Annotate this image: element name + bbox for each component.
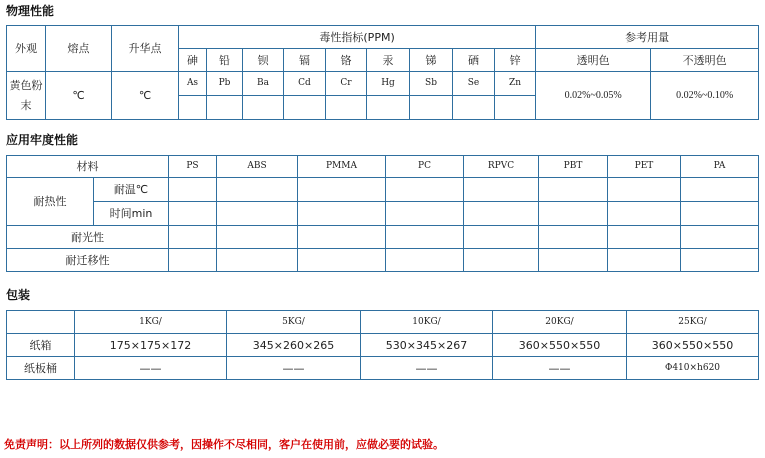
element-cn: 砷 <box>179 49 207 72</box>
appearance-value: 黄色粉末 <box>7 72 46 120</box>
physical-properties-title: 物理性能 <box>6 4 55 18</box>
element-cn: 汞 <box>367 49 410 72</box>
temperature-label: 耐温℃ <box>94 178 169 202</box>
value-cell <box>386 178 464 202</box>
element-symbol: Se <box>453 72 495 96</box>
package-weight: 10KG/ <box>361 311 493 334</box>
value-cell <box>464 249 539 272</box>
value-cell <box>681 226 759 249</box>
drum-label: 纸板桶 <box>7 357 75 380</box>
element-symbol: Cr <box>326 72 367 96</box>
element-cn: 钡 <box>243 49 284 72</box>
toxicity-value-cell <box>284 96 326 120</box>
element-symbol: Sb <box>410 72 453 96</box>
material-name: PET <box>608 156 681 178</box>
element-cn: 锑 <box>410 49 453 72</box>
value-cell <box>217 178 298 202</box>
element-symbol: Pb <box>207 72 243 96</box>
package-weight: 25KG/ <box>627 311 759 334</box>
value-cell <box>298 226 386 249</box>
value-cell <box>681 202 759 226</box>
material-name: ABS <box>217 156 298 178</box>
package-weight: 5KG/ <box>227 311 361 334</box>
carton-size: 345×260×265 <box>227 334 361 357</box>
element-cn: 镉 <box>284 49 326 72</box>
value-cell <box>386 202 464 226</box>
appearance-header: 外观 <box>7 26 46 72</box>
toxicity-value-cell <box>453 96 495 120</box>
value-cell <box>608 202 681 226</box>
disclaimer-text: 免责声明：以上所列的数据仅供参考，因操作不尽相同，客户在使用前，应做必要的试验。 <box>4 438 444 451</box>
value-cell <box>217 226 298 249</box>
value-cell <box>608 178 681 202</box>
value-cell <box>539 178 608 202</box>
toxicity-value-cell <box>207 96 243 120</box>
element-symbol: Cd <box>284 72 326 96</box>
time-label: 时间min <box>94 202 169 226</box>
drum-value: Φ410×h620 <box>627 357 759 380</box>
carton-label: 纸箱 <box>7 334 75 357</box>
toxicity-value-cell <box>367 96 410 120</box>
element-symbol: Ba <box>243 72 284 96</box>
value-cell <box>217 249 298 272</box>
material-name: PA <box>681 156 759 178</box>
dosage-header: 参考用量 <box>536 26 759 49</box>
carton-size: 175×175×172 <box>75 334 227 357</box>
toxicity-value-cell <box>179 96 207 120</box>
element-cn: 硒 <box>453 49 495 72</box>
carton-size: 360×550×550 <box>493 334 627 357</box>
package-weight: 1KG/ <box>75 311 227 334</box>
drum-value: —— <box>361 357 493 380</box>
toxicity-value-cell <box>326 96 367 120</box>
fastness-table <box>6 155 759 272</box>
packaging-table <box>6 310 759 380</box>
element-cn: 锌 <box>495 49 536 72</box>
material-name: PC <box>386 156 464 178</box>
element-symbol: As <box>179 72 207 96</box>
value-cell <box>217 202 298 226</box>
melting-point-unit: ℃ <box>46 72 112 120</box>
value-cell <box>464 202 539 226</box>
dosage-opaque-header: 不透明色 <box>651 49 759 72</box>
element-symbol: Hg <box>367 72 410 96</box>
value-cell <box>169 249 217 272</box>
packaging-title: 包装 <box>6 288 31 302</box>
migration-resistance-label: 耐迁移性 <box>7 249 169 272</box>
melting-point-header: 熔点 <box>46 26 112 72</box>
value-cell <box>539 226 608 249</box>
element-symbol: Zn <box>495 72 536 96</box>
dosage-opaque-value: 0.02%~0.10% <box>651 72 759 120</box>
value-cell <box>298 202 386 226</box>
dosage-transparent-value: 0.02%~0.05% <box>536 72 651 120</box>
value-cell <box>539 202 608 226</box>
light-fastness-label: 耐光性 <box>7 226 169 249</box>
package-weight: 20KG/ <box>493 311 627 334</box>
value-cell <box>386 226 464 249</box>
toxicity-value-cell <box>495 96 536 120</box>
toxicity-value-cell <box>410 96 453 120</box>
packaging-corner-cell <box>7 311 75 334</box>
value-cell <box>539 249 608 272</box>
value-cell <box>464 226 539 249</box>
value-cell <box>169 178 217 202</box>
carton-size: 360×550×550 <box>627 334 759 357</box>
sublimation-point-unit: ℃ <box>112 72 179 120</box>
material-name: PBT <box>539 156 608 178</box>
element-cn: 铬 <box>326 49 367 72</box>
carton-size: 530×345×267 <box>361 334 493 357</box>
value-cell <box>169 202 217 226</box>
toxicity-header: 毒性指标(PPM) <box>179 26 536 49</box>
material-name: PS <box>169 156 217 178</box>
material-header: 材料 <box>7 156 169 178</box>
fastness-title: 应用牢度性能 <box>6 133 79 147</box>
value-cell <box>608 249 681 272</box>
value-cell <box>386 249 464 272</box>
physical-properties-table <box>6 25 759 120</box>
toxicity-value-cell <box>243 96 284 120</box>
value-cell <box>169 226 217 249</box>
element-cn: 铅 <box>207 49 243 72</box>
material-name: PMMA <box>298 156 386 178</box>
material-name: RPVC <box>464 156 539 178</box>
dosage-transparent-header: 透明色 <box>536 49 651 72</box>
value-cell <box>298 249 386 272</box>
value-cell <box>681 249 759 272</box>
sublimation-point-header: 升华点 <box>112 26 179 72</box>
value-cell <box>608 226 681 249</box>
value-cell <box>464 178 539 202</box>
value-cell <box>298 178 386 202</box>
drum-value: —— <box>493 357 627 380</box>
drum-value: —— <box>75 357 227 380</box>
drum-value: —— <box>227 357 361 380</box>
value-cell <box>681 178 759 202</box>
heat-resistance-label: 耐热性 <box>7 178 94 226</box>
